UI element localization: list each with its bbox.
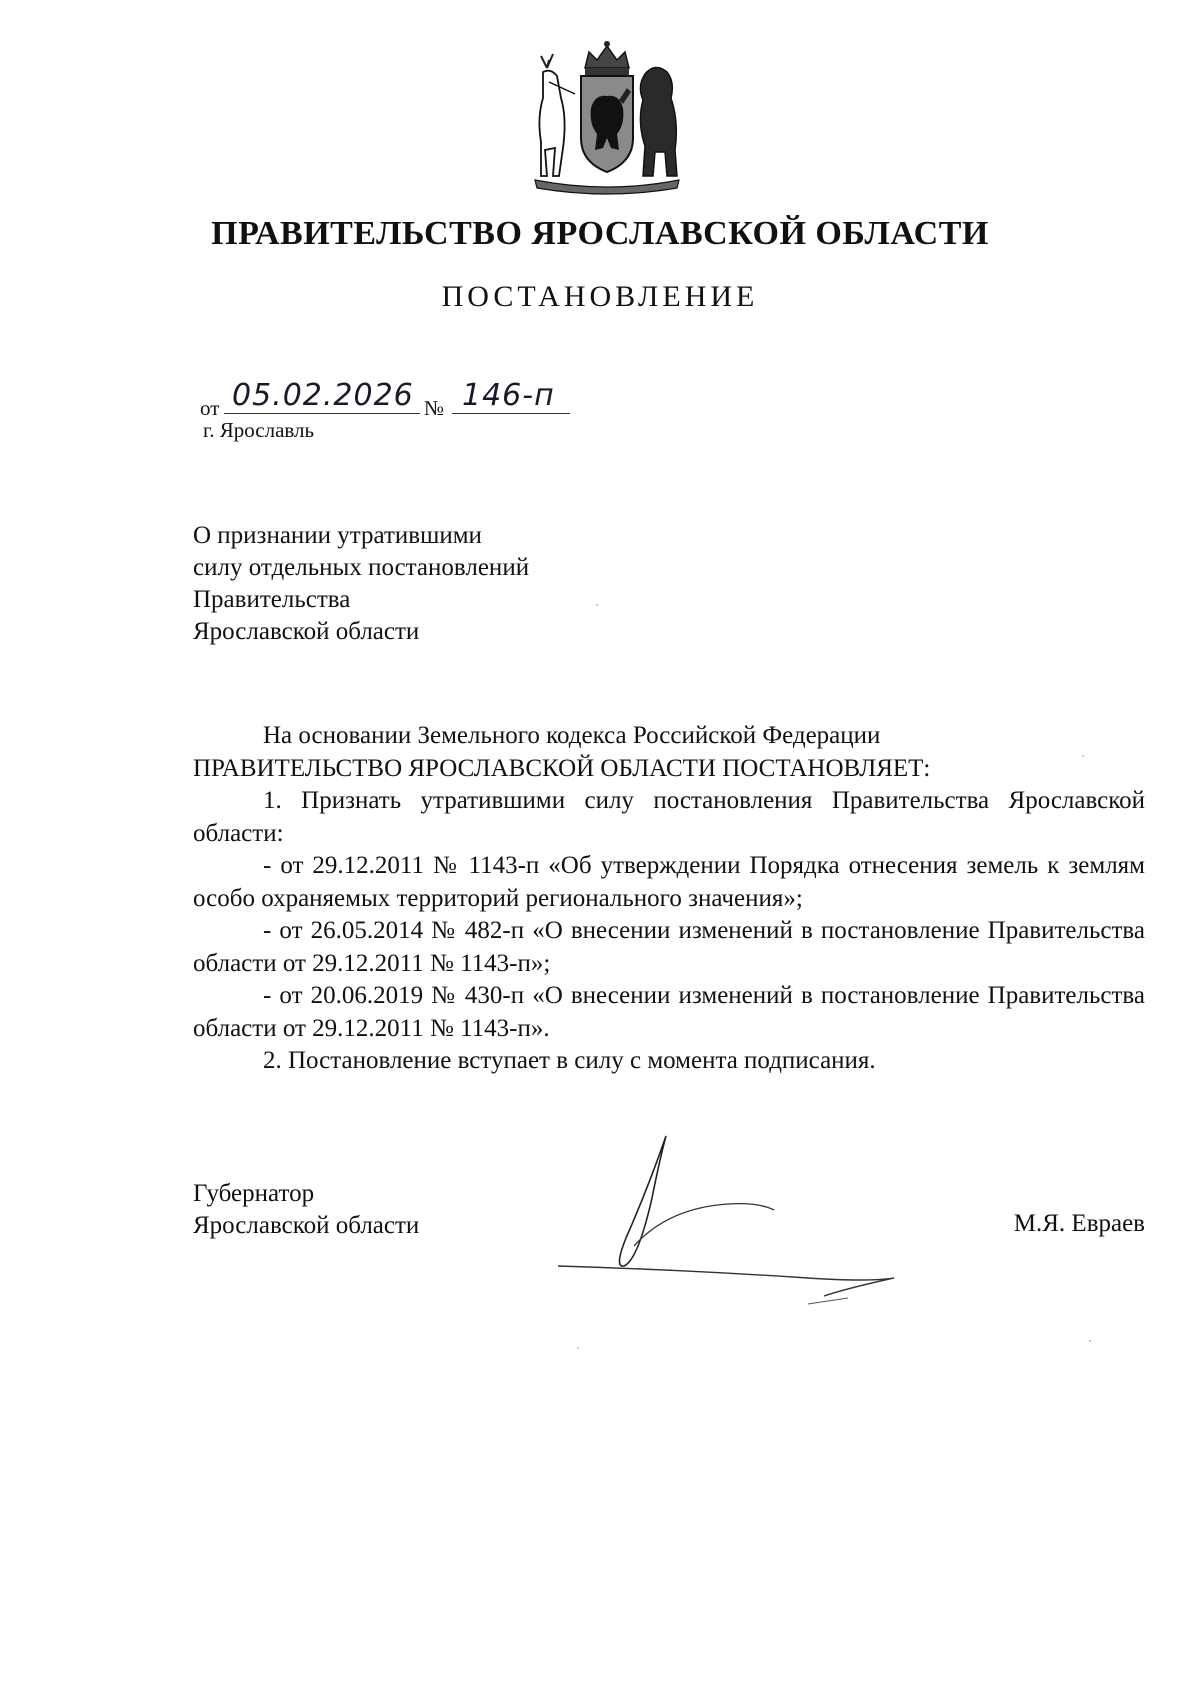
basis-paragraph: На основании Земельного кодекса Российской Федерации (263, 722, 881, 749)
signatory-position (193, 1178, 419, 1242)
subject-line: Ярославской области (193, 618, 420, 645)
organization-title: ПРАВИТЕЛЬСТВО ЯРОСЛАВСКОЙ ОБЛАСТИ (211, 215, 989, 252)
list-item: - от 26.05.2014 № 482-п «О внесении изменений в постановление Правительства области от 29.12.2011 № 1143-п»; (193, 917, 1145, 977)
item-1: 1. Признать утратившими силу постановления Правительства Ярославской области: (193, 787, 1145, 847)
list-item: - от 29.12.2011 № 1143-п «Об утверждении Порядка отнесения земель к землям особо охраняемых территорий регионального значения»; (193, 852, 1145, 912)
number-label: № (424, 396, 445, 420)
list-item: - от 20.06.2019 № 430-п «О внесении изменений в постановление Правительства области от 29.12.2011 № 1143-п». (193, 982, 1145, 1042)
date-value: 05.02.2026 (232, 378, 414, 413)
document-type: ПОСТАНОВЛЕНИЕ (441, 280, 759, 313)
coat-of-arms-icon (527, 38, 687, 198)
city: г. Ярославль (203, 418, 315, 442)
subject-line: силу отдельных постановлений (193, 554, 530, 581)
document-meta (200, 378, 620, 422)
signatory-name: М.Я. Евраев (1013, 1210, 1145, 1237)
resolves-paragraph: ПРАВИТЕЛЬСТВО ЯРОСЛАВСКОЙ ОБЛАСТИ ПОСТАНОВЛЯЕТ: (193, 754, 931, 782)
position-line: Губернатор (193, 1180, 315, 1207)
document-subject (193, 520, 529, 648)
document-body (193, 720, 1145, 1078)
item-2: 2. Постановление вступает в силу с момента подписания. (263, 1047, 876, 1074)
date-label: от (200, 396, 220, 420)
handwritten-signature-icon (548, 1128, 918, 1308)
subject-line: Правительства (193, 586, 351, 613)
subject-line: О признании утратившими (193, 522, 482, 549)
position-line: Ярославской области (193, 1212, 420, 1239)
number-value: 146-п (462, 378, 555, 413)
